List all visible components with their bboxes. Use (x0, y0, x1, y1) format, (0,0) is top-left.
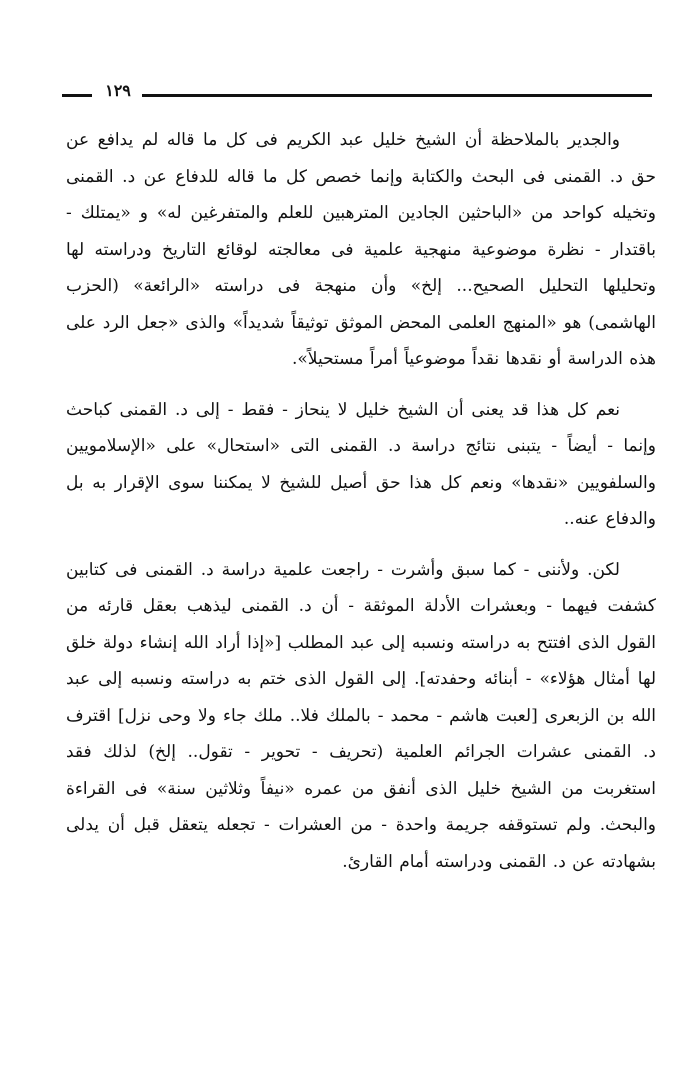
page-number: ١٢٩ (105, 81, 131, 100)
page-header (62, 78, 652, 104)
paragraph-3: لكن. ولأننى - كما سبق وأشرت - راجعت علمية دراسة د. القمنى فى كتابين كشفت فيهما - وبعشرات الأدلة الموثقة - أن د. القمنى ليذهب بعقل قارئه من القول الذى افتتح به دراسته ونسبه إلى عبد المطلب [«إذا أراد الله إنشاء دولة خلق لها أمثال هؤلاء» - أبنائه وحفدته]. إلى القول الذى ختم به دراسته ونسبه إلى عبد الله بن الزبعرى [لعبت هاشم - محمد - بالملك فلا.. ملك جاء ولا وحى نزل] اقترف د. القمنى عشرات الجرائم العلمية (تحريف - تحوير - تقول.. إلخ) لذلك فقد استغربت من الشيخ خليل الذى أنفق من عمره «نيفاً وثلاثين سنة» فى القراءة والبحث. ولم تستوقفه جريمة واحدة - من العشرات - تجعله يتعقل قبل أن يدلى بشهادته عن د. القمنى ودراسته أمام القارئ. (66, 559, 656, 872)
paragraph-2: نعم كل هذا قد يعنى أن الشيخ خليل لا ينحاز - فقط - إلى د. القمنى كباحث وإنما - أيضاً - يتبنى نتائج دراسة د. القمنى التى «استحال» على «الإسلامويين والسلفويين «نقدها» ونعم كل هذا حق أصيل للشيخ لا يمكننا سوى الإقرار به بل والدفاع عنه.. (66, 399, 656, 529)
header-rule-long (142, 94, 652, 97)
paragraph-1: والجدير بالملاحظة أن الشيخ خليل عبد الكريم فى كل ما قاله لم يدافع عن حق د. القمنى فى البحث والكتابة وإنما خصص كل ما قاله للدفاع عن د. القمنى وتخيله كواحد من «الباحثين الجادين المترهبين للعلم والمتفرغين له» و «يمتلك - باقتدار - نظرة موضوعية منهجية علمية فى معالجته لوقائع التاريخ ودراسته لها وتحليلها التحليل الصحيح... إلخ» وأن منهجة فى دراسته «الرائعة» (الحزب الهاشمى) هو «المنهج العلمى المحض الموثق توثيقاً شديداً» والذى «جعل الرد على هذه الدراسة أو نقدها نقداً موضوعياً أمراً مستحيلاً». (66, 130, 656, 369)
header-rule-short (62, 94, 92, 97)
body-text (66, 122, 656, 880)
